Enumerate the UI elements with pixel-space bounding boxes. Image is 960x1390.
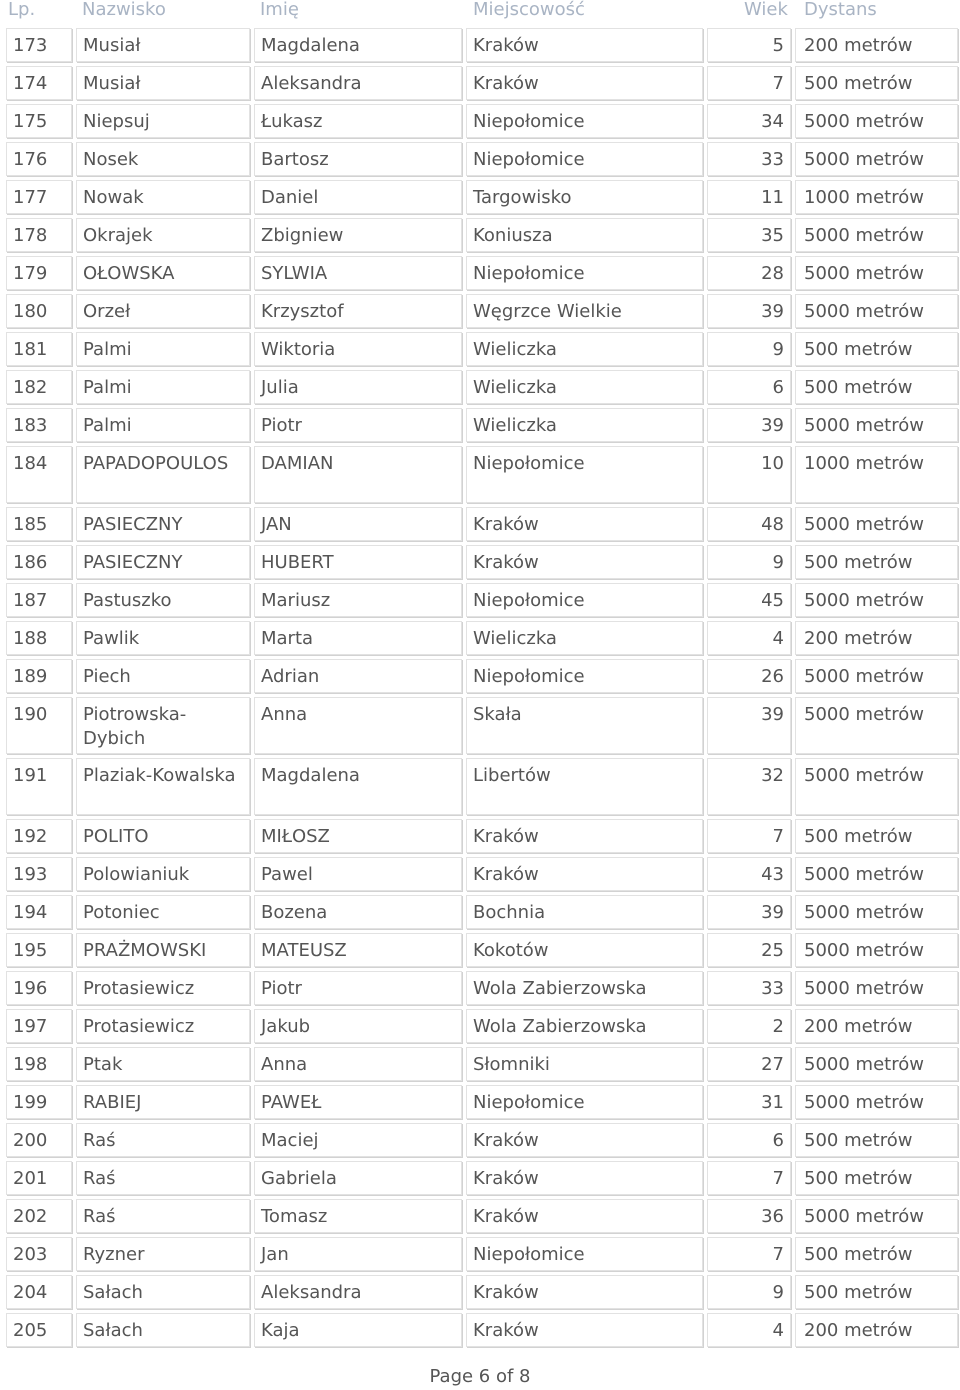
cell-imie: Bartosz xyxy=(254,142,462,176)
cell-lp: 181 xyxy=(6,332,72,366)
cell-imie: MATEUSZ xyxy=(254,933,462,967)
cell-wiek: 43 xyxy=(707,857,791,891)
cell-miejscowosc: Słomniki xyxy=(466,1047,703,1081)
cell-wiek: 27 xyxy=(707,1047,791,1081)
cell-miejscowosc: Niepołomice xyxy=(466,1237,703,1271)
cell-wiek: 7 xyxy=(707,66,791,100)
cell-miejscowosc: Wieliczka xyxy=(466,408,703,442)
cell-nazwisko: Raś xyxy=(76,1199,250,1233)
table-row xyxy=(6,218,958,252)
cell-dystans: 5000 metrów xyxy=(795,697,958,754)
cell-nazwisko: OŁOWSKA xyxy=(76,256,250,290)
table-row xyxy=(6,1313,958,1347)
cell-dystans: 5000 metrów xyxy=(795,1085,958,1119)
cell-lp: 196 xyxy=(6,971,72,1005)
cell-wiek: 4 xyxy=(707,1313,791,1347)
cell-dystans: 5000 metrów xyxy=(795,583,958,617)
cell-miejscowosc: Wieliczka xyxy=(466,370,703,404)
table-row xyxy=(6,66,958,100)
cell-imie: Jan xyxy=(254,1237,462,1271)
cell-wiek: 28 xyxy=(707,256,791,290)
table-row xyxy=(6,1047,958,1081)
cell-wiek: 10 xyxy=(707,446,791,503)
cell-nazwisko: Niepsuj xyxy=(76,104,250,138)
table-row xyxy=(6,1199,958,1233)
table-header xyxy=(0,0,960,24)
cell-lp: 202 xyxy=(6,1199,72,1233)
table-row xyxy=(6,370,958,404)
cell-dystans: 500 metrów xyxy=(795,819,958,853)
cell-imie: Daniel xyxy=(254,180,462,214)
cell-dystans: 500 metrów xyxy=(795,545,958,579)
cell-wiek: 11 xyxy=(707,180,791,214)
cell-lp: 197 xyxy=(6,1009,72,1043)
cell-miejscowosc: Wola Zabierzowska xyxy=(466,971,703,1005)
cell-wiek: 45 xyxy=(707,583,791,617)
cell-lp: 198 xyxy=(6,1047,72,1081)
cell-miejscowosc: Kraków xyxy=(466,1161,703,1195)
table-row xyxy=(6,933,958,967)
table-row xyxy=(6,1275,958,1309)
cell-nazwisko: Polowianiuk xyxy=(76,857,250,891)
cell-miejscowosc: Koniusza xyxy=(466,218,703,252)
cell-lp: 175 xyxy=(6,104,72,138)
cell-nazwisko: Nowak xyxy=(76,180,250,214)
cell-miejscowosc: Kokotów xyxy=(466,933,703,967)
cell-imie: Kaja xyxy=(254,1313,462,1347)
table-row xyxy=(6,507,958,541)
table-row xyxy=(6,180,958,214)
cell-miejscowosc: Kraków xyxy=(466,857,703,891)
cell-dystans: 200 metrów xyxy=(795,1009,958,1043)
cell-miejscowosc: Kraków xyxy=(466,1199,703,1233)
cell-lp: 200 xyxy=(6,1123,72,1157)
cell-lp: 176 xyxy=(6,142,72,176)
cell-imie: Magdalena xyxy=(254,28,462,62)
cell-wiek: 9 xyxy=(707,545,791,579)
cell-nazwisko: RABIEJ xyxy=(76,1085,250,1119)
cell-wiek: 39 xyxy=(707,697,791,754)
cell-wiek: 35 xyxy=(707,218,791,252)
table-row xyxy=(6,895,958,929)
cell-imie: Zbigniew xyxy=(254,218,462,252)
cell-miejscowosc: Kraków xyxy=(466,1275,703,1309)
cell-wiek: 39 xyxy=(707,895,791,929)
cell-nazwisko: Sałach xyxy=(76,1313,250,1347)
cell-lp: 185 xyxy=(6,507,72,541)
cell-miejscowosc: Kraków xyxy=(466,1123,703,1157)
cell-imie: Mariusz xyxy=(254,583,462,617)
header-miejscowosc: Miejscowość xyxy=(473,0,585,20)
cell-nazwisko: PRAŻMOWSKI xyxy=(76,933,250,967)
table-row xyxy=(6,583,958,617)
cell-dystans: 5000 metrów xyxy=(795,971,958,1005)
cell-dystans: 5000 metrów xyxy=(795,857,958,891)
cell-dystans: 200 metrów xyxy=(795,1313,958,1347)
cell-imie: Magdalena xyxy=(254,758,462,815)
cell-dystans: 5000 metrów xyxy=(795,218,958,252)
cell-imie: Anna xyxy=(254,697,462,754)
cell-nazwisko: Sałach xyxy=(76,1275,250,1309)
table-row xyxy=(6,332,958,366)
cell-dystans: 5000 metrów xyxy=(795,1199,958,1233)
cell-nazwisko: PASIECZNY xyxy=(76,545,250,579)
cell-miejscowosc: Niepołomice xyxy=(466,256,703,290)
cell-nazwisko: Pawlik xyxy=(76,621,250,655)
cell-dystans: 200 metrów xyxy=(795,621,958,655)
cell-nazwisko: PAPADOPOULOS xyxy=(76,446,250,503)
cell-nazwisko: Ptak xyxy=(76,1047,250,1081)
cell-nazwisko: Musiał xyxy=(76,28,250,62)
cell-miejscowosc: Niepołomice xyxy=(466,104,703,138)
cell-miejscowosc: Wieliczka xyxy=(466,332,703,366)
cell-nazwisko: Piech xyxy=(76,659,250,693)
cell-wiek: 9 xyxy=(707,1275,791,1309)
table-row xyxy=(6,142,958,176)
cell-lp: 182 xyxy=(6,370,72,404)
cell-miejscowosc: Kraków xyxy=(466,28,703,62)
cell-wiek: 32 xyxy=(707,758,791,815)
cell-lp: 173 xyxy=(6,28,72,62)
table-row xyxy=(6,545,958,579)
cell-imie: Jakub xyxy=(254,1009,462,1043)
cell-imie: Aleksandra xyxy=(254,1275,462,1309)
cell-nazwisko: Ryzner xyxy=(76,1237,250,1271)
table-row xyxy=(6,758,958,815)
cell-miejscowosc: Kraków xyxy=(466,545,703,579)
header-imie: Imię xyxy=(260,0,299,20)
cell-imie: JAN xyxy=(254,507,462,541)
cell-miejscowosc: Libertów xyxy=(466,758,703,815)
cell-nazwisko: Protasiewicz xyxy=(76,1009,250,1043)
cell-lp: 191 xyxy=(6,758,72,815)
cell-dystans: 1000 metrów xyxy=(795,446,958,503)
table-row xyxy=(6,659,958,693)
cell-miejscowosc: Węgrzce Wielkie xyxy=(466,294,703,328)
cell-wiek: 34 xyxy=(707,104,791,138)
cell-lp: 187 xyxy=(6,583,72,617)
cell-lp: 203 xyxy=(6,1237,72,1271)
cell-imie: Pawel xyxy=(254,857,462,891)
cell-imie: Łukasz xyxy=(254,104,462,138)
cell-imie: Julia xyxy=(254,370,462,404)
cell-dystans: 5000 metrów xyxy=(795,895,958,929)
cell-lp: 183 xyxy=(6,408,72,442)
table-row xyxy=(6,1161,958,1195)
cell-lp: 186 xyxy=(6,545,72,579)
cell-wiek: 26 xyxy=(707,659,791,693)
cell-dystans: 200 metrów xyxy=(795,28,958,62)
cell-imie: SYLWIA xyxy=(254,256,462,290)
cell-lp: 178 xyxy=(6,218,72,252)
cell-wiek: 6 xyxy=(707,370,791,404)
cell-imie: PAWEŁ xyxy=(254,1085,462,1119)
results-table xyxy=(6,28,958,1351)
cell-dystans: 5000 metrów xyxy=(795,294,958,328)
cell-lp: 204 xyxy=(6,1275,72,1309)
cell-miejscowosc: Bochnia xyxy=(466,895,703,929)
table-row xyxy=(6,697,958,754)
cell-dystans: 5000 metrów xyxy=(795,933,958,967)
cell-imie: Piotr xyxy=(254,971,462,1005)
cell-lp: 174 xyxy=(6,66,72,100)
cell-wiek: 2 xyxy=(707,1009,791,1043)
cell-dystans: 500 metrów xyxy=(795,370,958,404)
cell-imie: MIŁOSZ xyxy=(254,819,462,853)
cell-lp: 194 xyxy=(6,895,72,929)
cell-miejscowosc: Targowisko xyxy=(466,180,703,214)
cell-lp: 205 xyxy=(6,1313,72,1347)
cell-miejscowosc: Wieliczka xyxy=(466,621,703,655)
cell-imie: DAMIAN xyxy=(254,446,462,503)
cell-miejscowosc: Niepołomice xyxy=(466,1085,703,1119)
cell-imie: Anna xyxy=(254,1047,462,1081)
cell-dystans: 5000 metrów xyxy=(795,256,958,290)
cell-miejscowosc: Kraków xyxy=(466,819,703,853)
cell-nazwisko: Potoniec xyxy=(76,895,250,929)
cell-lp: 192 xyxy=(6,819,72,853)
cell-dystans: 5000 metrów xyxy=(795,507,958,541)
cell-nazwisko: Palmi xyxy=(76,370,250,404)
cell-imie: Aleksandra xyxy=(254,66,462,100)
cell-nazwisko: Plaziak-Kowalska xyxy=(76,758,250,815)
header-wiek: Wiek xyxy=(744,0,788,20)
cell-miejscowosc: Niepołomice xyxy=(466,659,703,693)
table-row xyxy=(6,256,958,290)
cell-dystans: 500 metrów xyxy=(795,66,958,100)
header-nazwisko: Nazwisko xyxy=(82,0,166,20)
table-row xyxy=(6,104,958,138)
cell-dystans: 5000 metrów xyxy=(795,408,958,442)
table-row xyxy=(6,1009,958,1043)
cell-nazwisko: Piotrowska-Dybich xyxy=(76,697,250,754)
cell-nazwisko: Palmi xyxy=(76,332,250,366)
cell-nazwisko: POLITO xyxy=(76,819,250,853)
table-row xyxy=(6,621,958,655)
cell-dystans: 500 metrów xyxy=(795,1237,958,1271)
cell-imie: Marta xyxy=(254,621,462,655)
cell-wiek: 7 xyxy=(707,819,791,853)
cell-wiek: 36 xyxy=(707,1199,791,1233)
table-row xyxy=(6,28,958,62)
cell-lp: 177 xyxy=(6,180,72,214)
cell-wiek: 48 xyxy=(707,507,791,541)
cell-imie: Krzysztof xyxy=(254,294,462,328)
cell-dystans: 5000 metrów xyxy=(795,104,958,138)
table-row xyxy=(6,857,958,891)
cell-lp: 179 xyxy=(6,256,72,290)
cell-lp: 199 xyxy=(6,1085,72,1119)
cell-imie: Bozena xyxy=(254,895,462,929)
cell-imie: Maciej xyxy=(254,1123,462,1157)
cell-miejscowosc: Niepołomice xyxy=(466,446,703,503)
page-number: Page 6 of 8 xyxy=(429,1366,531,1387)
cell-lp: 189 xyxy=(6,659,72,693)
cell-wiek: 9 xyxy=(707,332,791,366)
cell-nazwisko: Okrajek xyxy=(76,218,250,252)
table-row xyxy=(6,819,958,853)
cell-wiek: 7 xyxy=(707,1237,791,1271)
cell-wiek: 4 xyxy=(707,621,791,655)
cell-wiek: 39 xyxy=(707,408,791,442)
cell-nazwisko: Palmi xyxy=(76,408,250,442)
cell-imie: Tomasz xyxy=(254,1199,462,1233)
cell-miejscowosc: Kraków xyxy=(466,66,703,100)
cell-dystans: 5000 metrów xyxy=(795,142,958,176)
table-row xyxy=(6,1085,958,1119)
cell-lp: 201 xyxy=(6,1161,72,1195)
cell-lp: 193 xyxy=(6,857,72,891)
table-row xyxy=(6,1123,958,1157)
cell-wiek: 31 xyxy=(707,1085,791,1119)
cell-imie: HUBERT xyxy=(254,545,462,579)
cell-nazwisko: Musiał xyxy=(76,66,250,100)
cell-imie: Piotr xyxy=(254,408,462,442)
cell-miejscowosc: Wola Zabierzowska xyxy=(466,1009,703,1043)
cell-dystans: 500 metrów xyxy=(795,332,958,366)
cell-miejscowosc: Skała xyxy=(466,697,703,754)
cell-imie: Adrian xyxy=(254,659,462,693)
cell-lp: 180 xyxy=(6,294,72,328)
cell-wiek: 33 xyxy=(707,971,791,1005)
header-dystans: Dystans xyxy=(804,0,877,20)
cell-dystans: 500 metrów xyxy=(795,1275,958,1309)
cell-wiek: 6 xyxy=(707,1123,791,1157)
cell-imie: Gabriela xyxy=(254,1161,462,1195)
table-row xyxy=(6,971,958,1005)
header-lp: Lp. xyxy=(8,0,36,20)
table-row xyxy=(6,408,958,442)
table-row xyxy=(6,294,958,328)
table-row xyxy=(6,1237,958,1271)
cell-dystans: 500 metrów xyxy=(795,1123,958,1157)
cell-nazwisko: Pastuszko xyxy=(76,583,250,617)
cell-nazwisko: Nosek xyxy=(76,142,250,176)
cell-nazwisko: PASIECZNY xyxy=(76,507,250,541)
cell-dystans: 5000 metrów xyxy=(795,758,958,815)
cell-miejscowosc: Kraków xyxy=(466,507,703,541)
cell-nazwisko: Raś xyxy=(76,1123,250,1157)
cell-nazwisko: Raś xyxy=(76,1161,250,1195)
cell-miejscowosc: Niepołomice xyxy=(466,142,703,176)
cell-lp: 190 xyxy=(6,697,72,754)
cell-lp: 195 xyxy=(6,933,72,967)
cell-imie: Wiktoria xyxy=(254,332,462,366)
cell-nazwisko: Protasiewicz xyxy=(76,971,250,1005)
cell-dystans: 1000 metrów xyxy=(795,180,958,214)
cell-lp: 188 xyxy=(6,621,72,655)
cell-lp: 184 xyxy=(6,446,72,503)
table-row xyxy=(6,446,958,503)
cell-dystans: 500 metrów xyxy=(795,1161,958,1195)
cell-miejscowosc: Kraków xyxy=(466,1313,703,1347)
cell-miejscowosc: Niepołomice xyxy=(466,583,703,617)
cell-wiek: 33 xyxy=(707,142,791,176)
cell-dystans: 5000 metrów xyxy=(795,1047,958,1081)
cell-dystans: 5000 metrów xyxy=(795,659,958,693)
cell-wiek: 39 xyxy=(707,294,791,328)
cell-nazwisko: Orzeł xyxy=(76,294,250,328)
cell-wiek: 7 xyxy=(707,1161,791,1195)
cell-wiek: 25 xyxy=(707,933,791,967)
cell-wiek: 5 xyxy=(707,28,791,62)
